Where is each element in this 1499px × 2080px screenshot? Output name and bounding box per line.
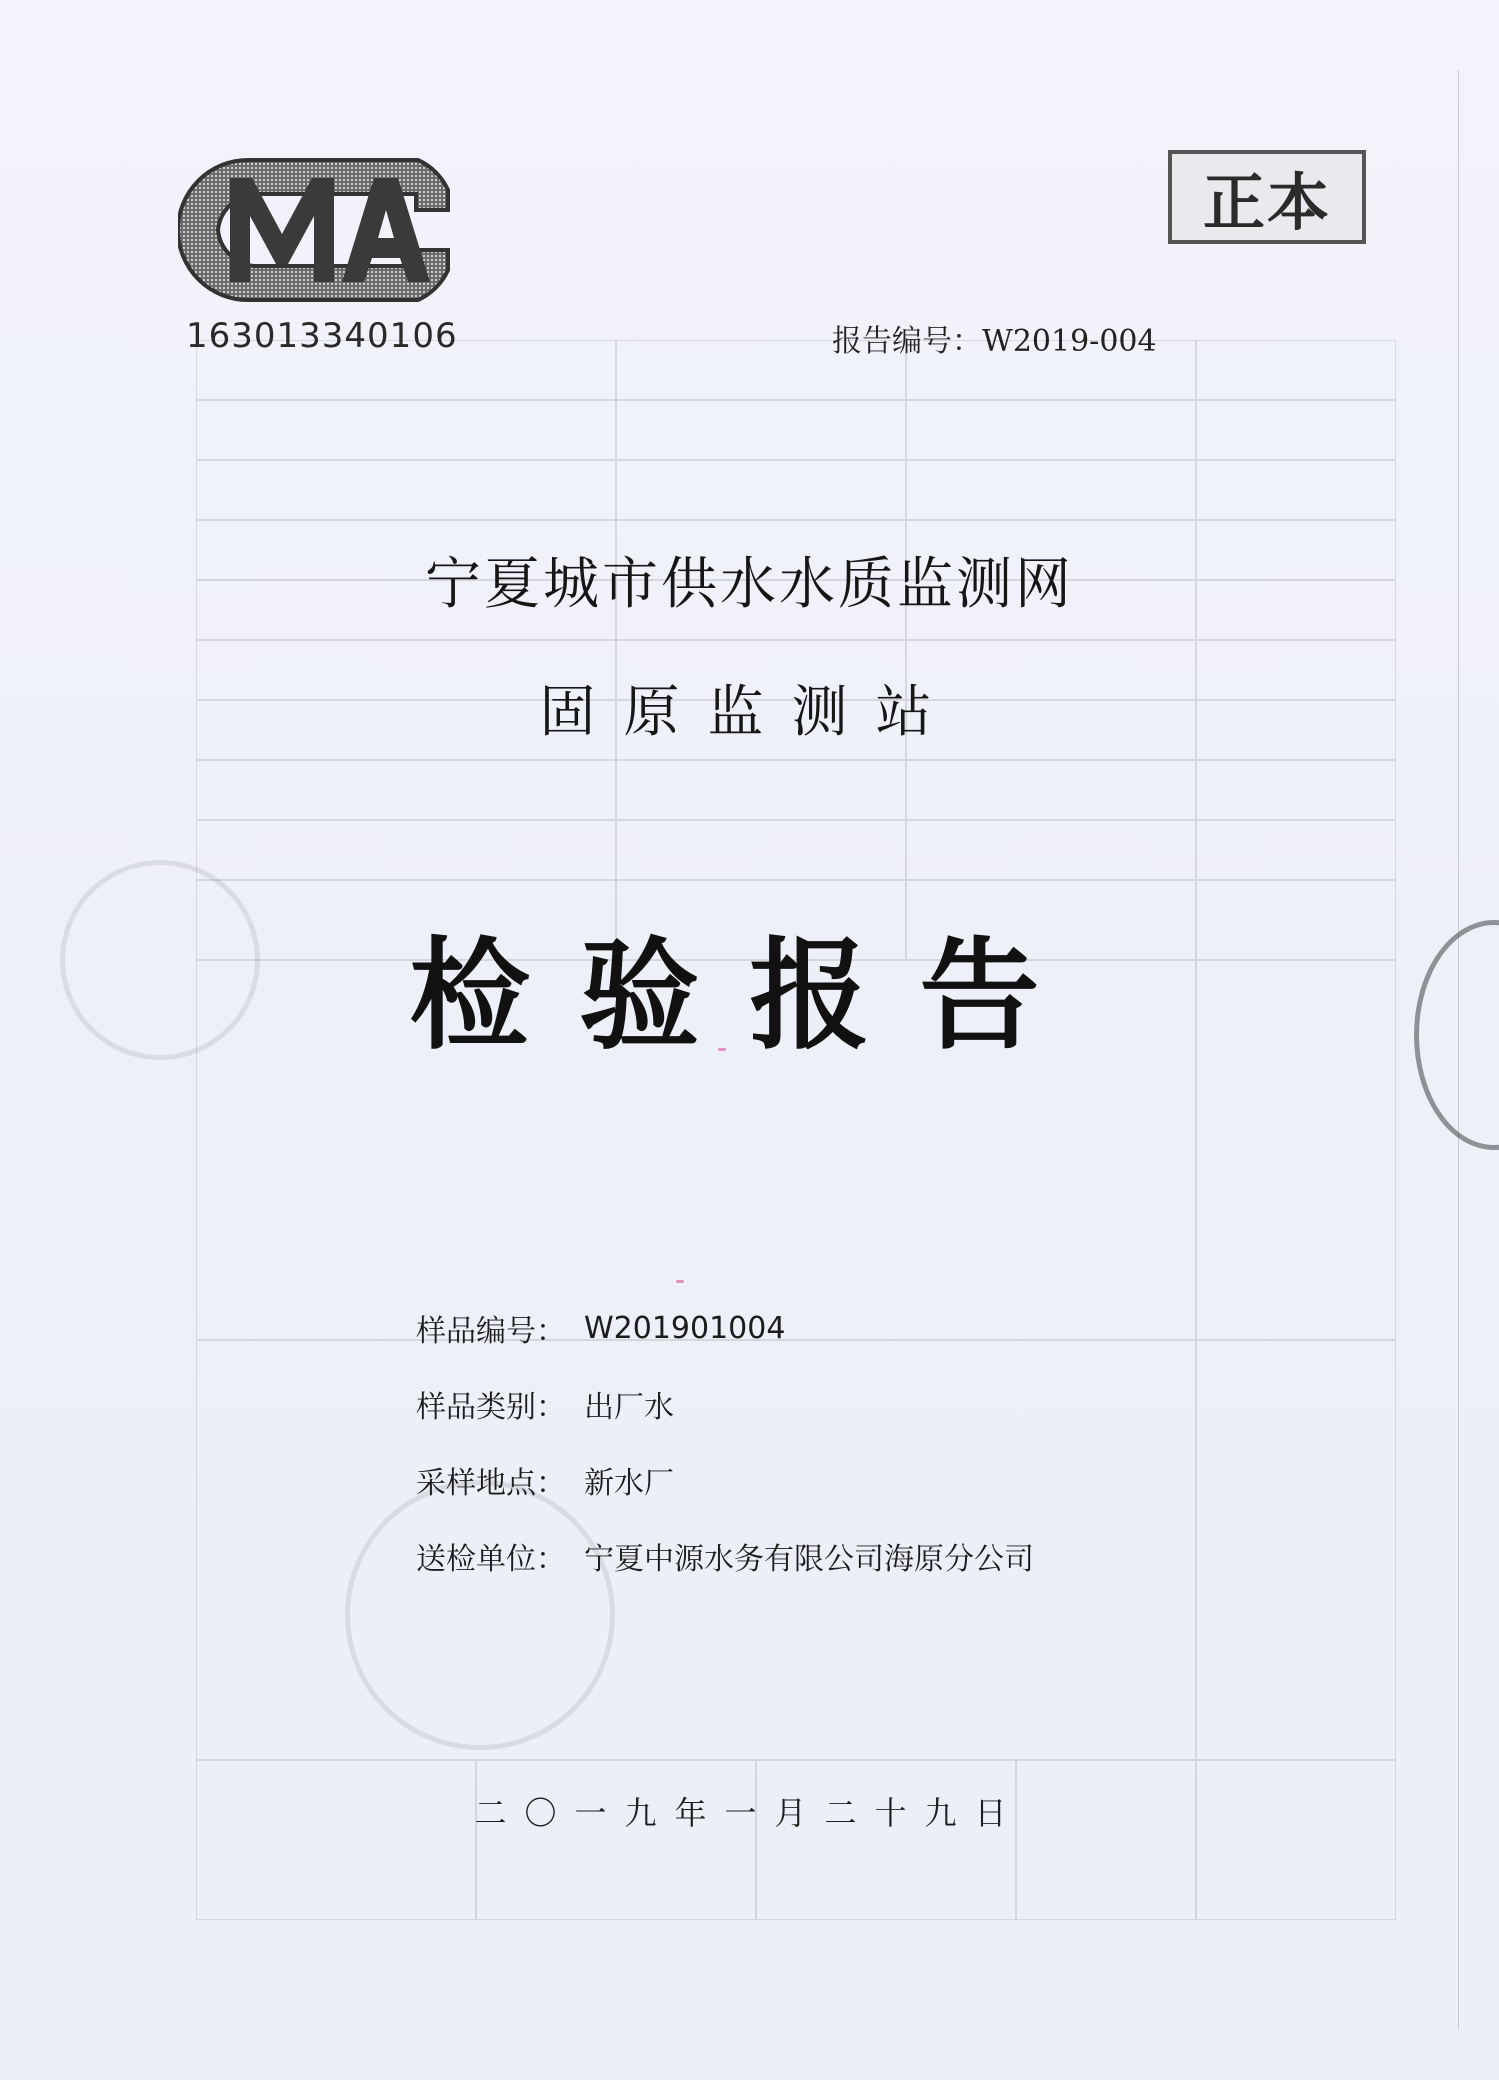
field-value: W201901004 (584, 1310, 786, 1346)
field-row-sample-number (416, 1290, 1034, 1366)
field-row-sample-type (416, 1366, 1034, 1442)
stamp-text: 正本 (1202, 165, 1331, 239)
field-row-sampling-location (416, 1442, 1034, 1518)
cma-code: 163013340106 (186, 316, 458, 356)
field-label: 样品编号： (416, 1314, 566, 1349)
report-number (832, 316, 1157, 360)
field-value: 宁夏中源水务有限公司海原分公司 (584, 1542, 1034, 1577)
report-number-value: W2019-004 (982, 324, 1157, 359)
report-number-label: 报告编号： (832, 324, 982, 359)
field-label: 样品类别： (416, 1390, 566, 1425)
report-date: 二〇一九年一月二十九日 (474, 1794, 1025, 1832)
field-row-submitting-unit (416, 1518, 1034, 1594)
original-copy-stamp (1168, 150, 1366, 244)
field-value: 出厂水 (584, 1390, 674, 1425)
field-value: 新水厂 (584, 1466, 674, 1501)
sample-info (416, 1290, 1034, 1594)
report-title: 检验报告 (409, 925, 1090, 1066)
field-label: 采样地点： (416, 1466, 566, 1501)
ink-mark (676, 1280, 684, 1283)
station-title: 固原监测站 (539, 680, 960, 745)
field-label: 送检单位： (416, 1542, 566, 1577)
cma-logo (178, 150, 458, 310)
organization-title: 宁夏城市供水水质监测网 (425, 552, 1074, 617)
